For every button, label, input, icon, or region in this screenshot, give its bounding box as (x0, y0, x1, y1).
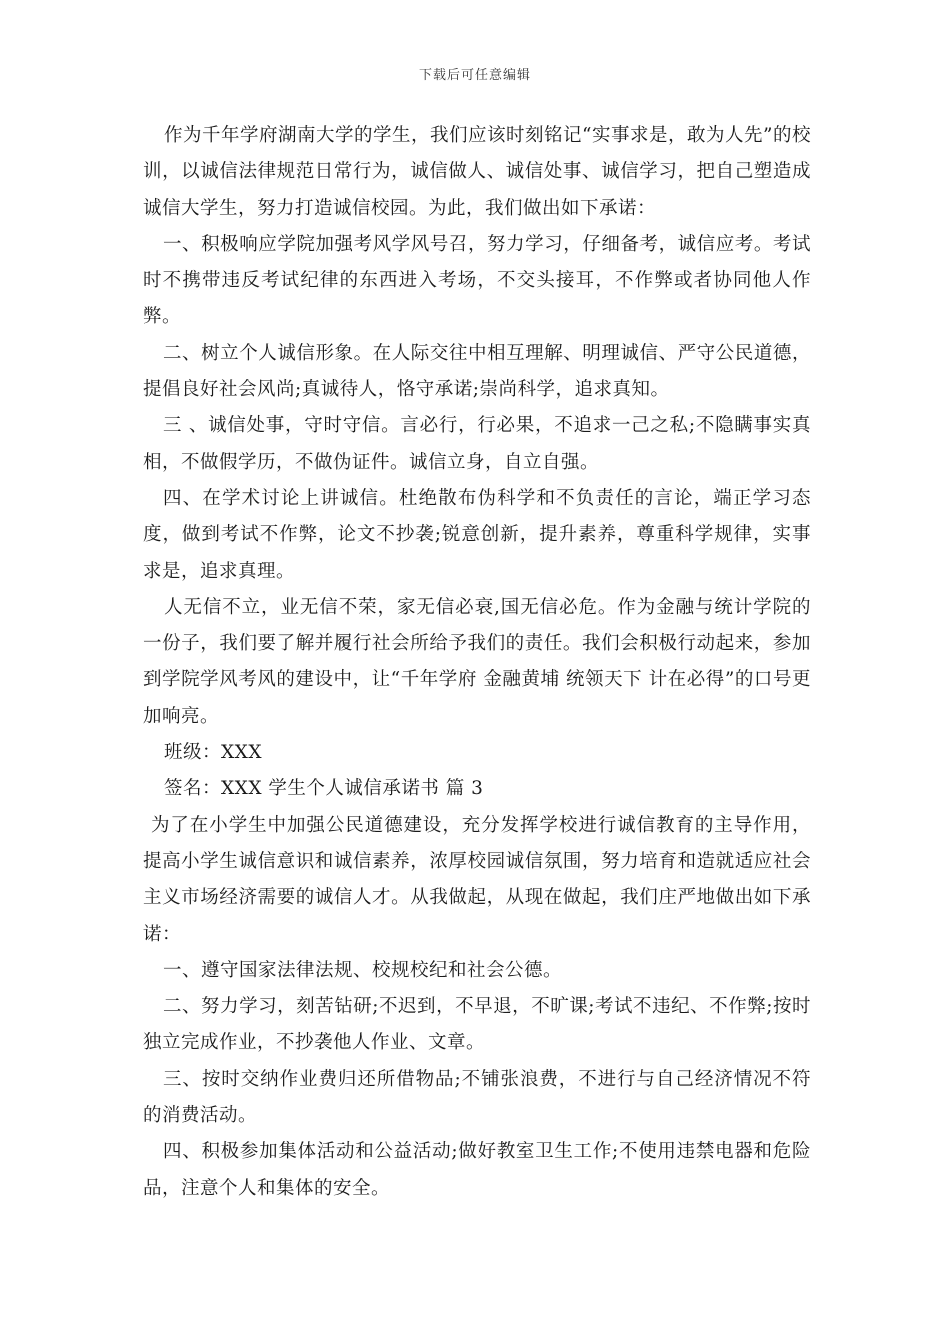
paragraph-pledge-3: 三 、诚信处事，守时守信。言必行，行必果，不追求一己之私;不隐瞒事实真相，不做假学历，不做伪证件。诚信立身，自立自强。 (143, 415, 811, 473)
class-line: 班级：XXX (164, 742, 263, 764)
paragraph-rule-2: 二、努力学习，刻苦钻研;不迟到，不早退，不旷课;考试不违纪、不作弊;按时独立完成作业，不抄袭他人作业、文章。 (143, 996, 811, 1054)
paragraph-rule-4: 四、积极参加集体活动和公益活动;做好教室卫生工作;不使用违禁电器和危险品，注意个人和集体的安全。 (143, 1141, 811, 1199)
document-body (143, 118, 811, 1207)
page-header-note: 下载后可任意编辑 (418, 68, 531, 83)
paragraph-pledge-4: 四、在学术讨论上讲诚信。杜绝散布伪科学和不负责任的言论，端正学习态度，做到考试不作弊，论文不抄袭;锐意创新，提升素养，尊重科学规律，实事求是，追求真理。 (143, 487, 811, 582)
paragraph-rule-1: 一、遵守国家法律法规、校规校纪和社会公德。 (163, 959, 563, 981)
signature-title-line: 签名：XXX 学生个人诚信承诺书 篇 3 (164, 778, 484, 800)
paragraph-intro-2: 为了在小学生中加强公民道德建设，充分发挥学校进行诚信教育的主导作用，提高小学生诚信意识和诚信素养，浓厚校园诚信氛围，努力培育和造就适应社会主义市场经济需要的诚信人才。从我做起，从现在做起，我们庄严地做出如下承诺： (143, 814, 811, 945)
paragraph-intro: 作为千年学府湖南大学的学生，我们应该时刻铭记“实事求是，敢为人先”的校训，以诚信法律规范日常行为，诚信做人、诚信处事、诚信学习，把自己塑造成诚信大学生，努力打造诚信校园。为此，我们做出如下承诺： (143, 125, 811, 219)
paragraph-pledge-2: 二、树立个人诚信形象。在人际交往中相互理解、明理诚信、严守公民道德，提倡良好社会风尚;真诚待人，恪守承诺;崇尚科学，追求真知。 (143, 342, 811, 401)
paragraph-pledge-1: 一、积极响应学院加强考风学风号召，努力学习，仔细备考，诚信应考。考试时不携带违反考试纪律的东西进入考场，不交头接耳，不作弊或者协同他人作弊。 (143, 233, 811, 328)
paragraph-rule-3: 三、按时交纳作业费归还所借物品;不铺张浪费，不进行与自己经济情况不符的消费活动。 (143, 1068, 811, 1127)
paragraph-closing: 人无信不立，业无信不荣，家无信必衰,国无信必危。作为金融与统计学院的一份子，我们要了解并履行社会所给予我们的责任。我们会积极行动起来，参加到学院学风考风的建设中，让“千年学府 金融黄埔 统领天下 计在必得”的口号更加响亮。 (143, 596, 811, 727)
